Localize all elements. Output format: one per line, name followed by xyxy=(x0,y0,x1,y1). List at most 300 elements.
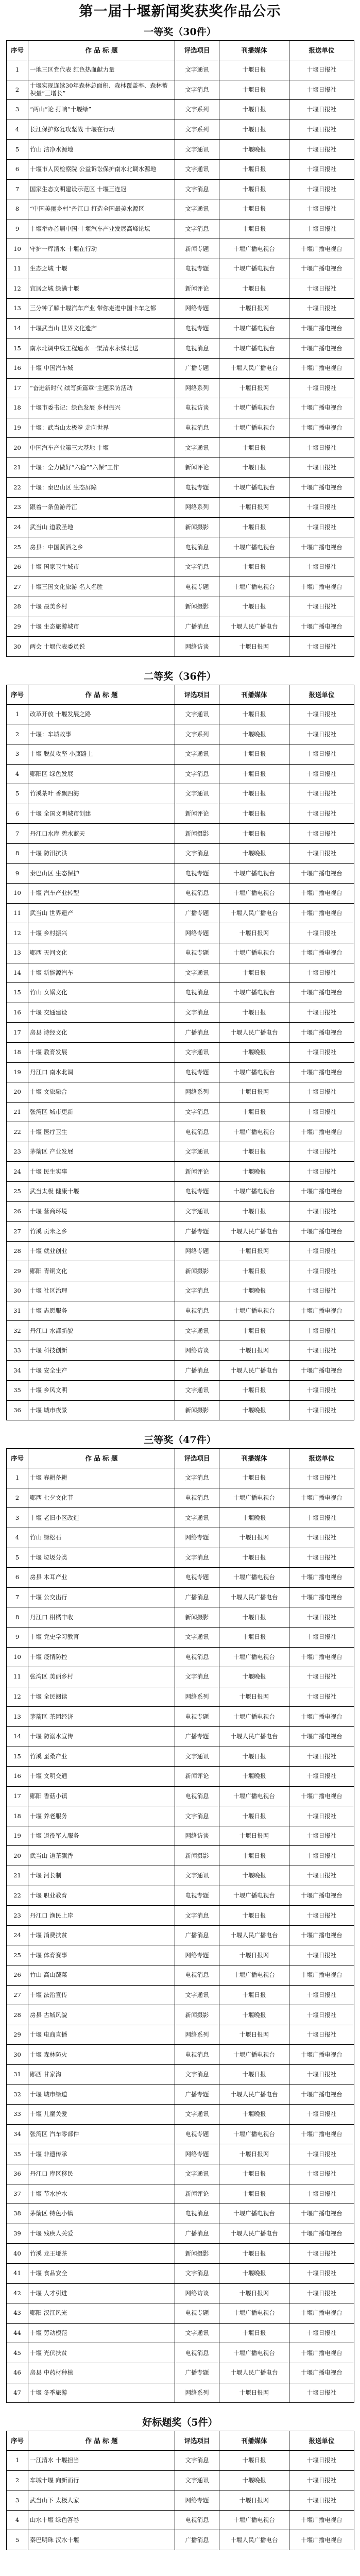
category-cell: 电视消息 xyxy=(175,1786,219,1806)
category-cell: 文字消息 xyxy=(175,557,219,577)
unit-cell: 十堰日报社 xyxy=(289,2244,354,2264)
title-cell: 一江清水 十堰担当 xyxy=(28,2451,175,2471)
unit-cell: 十堰日报社 xyxy=(289,2263,354,2283)
category-cell: 文字消息 xyxy=(175,1102,219,1122)
column-category-header: 评选项目 xyxy=(175,1449,219,1468)
number-cell: 9 xyxy=(7,219,28,239)
table-row xyxy=(7,617,354,637)
number-cell: 3 xyxy=(7,2490,28,2511)
category-cell: 广播专题 xyxy=(175,358,219,378)
category-cell: 文字通讯 xyxy=(175,2105,219,2125)
table-row xyxy=(7,279,354,299)
media-cell: 十堰日报 xyxy=(219,1985,289,2005)
table-row xyxy=(7,100,354,120)
number-cell: 12 xyxy=(7,1687,28,1707)
category-cell: 新闻摄影 xyxy=(175,824,219,844)
title-cell: 丹江口 南水北调 xyxy=(28,1062,175,1082)
number-cell: 3 xyxy=(7,744,28,765)
number-cell: 13 xyxy=(7,1707,28,1727)
title-cell: 十堰三国文化旅游 名人名胜 xyxy=(28,577,175,597)
number-cell: 19 xyxy=(7,1062,28,1082)
column-number-header: 序号 xyxy=(7,1449,28,1468)
media-cell: 十堰广播电视台 xyxy=(219,943,289,963)
unit-cell: 十堰广播电视台 xyxy=(289,1886,354,1906)
number-cell: 30 xyxy=(7,1281,28,1301)
table-row xyxy=(7,2184,354,2204)
media-cell: 十堰广播电视台 xyxy=(219,239,289,259)
unit-cell: 十堰广播电视台 xyxy=(289,1182,354,1202)
unit-cell: 十堰日报社 xyxy=(289,1042,354,1062)
category-cell: 电视消息 xyxy=(175,2045,219,2065)
category-cell: 广播消息 xyxy=(175,1023,219,1043)
number-cell: 3 xyxy=(7,100,28,120)
category-cell: 新闻摄影 xyxy=(175,1400,219,1420)
number-cell: 25 xyxy=(7,537,28,557)
table-row xyxy=(7,744,354,765)
unit-cell: 十堰日报社 xyxy=(289,1667,354,1687)
title-cell: 十堰 文明交通 xyxy=(28,1767,175,1787)
media-cell: 十堰人民广播电台 xyxy=(219,1925,289,1945)
number-cell: 5 xyxy=(7,784,28,804)
title-cell: 十堰 消费扶贫 xyxy=(28,1925,175,1945)
table-row xyxy=(7,378,354,398)
title-cell: 十堰武当山 世界文化遗产 xyxy=(28,318,175,338)
unit-cell: 十堰日报社 xyxy=(289,1201,354,1222)
category-cell: 新闻专题 xyxy=(175,239,219,259)
table-row xyxy=(7,2283,354,2303)
media-cell: 十堰日报 xyxy=(219,1201,289,1222)
category-cell: 新闻评论 xyxy=(175,457,219,478)
media-cell: 十堰日报 xyxy=(219,1468,289,1488)
unit-cell: 十堰广播电视台 xyxy=(289,863,354,884)
category-cell: 电视专题 xyxy=(175,259,219,279)
category-cell: 电视专题 xyxy=(175,577,219,597)
award-sections xyxy=(6,24,354,2550)
table-row xyxy=(7,1587,354,1607)
media-cell: 十堰广播电视台 xyxy=(219,1965,289,1986)
title-cell: 郧西 七夕文化节 xyxy=(28,1488,175,1508)
table-row xyxy=(7,2105,354,2125)
media-cell: 十堰日报 xyxy=(219,60,289,80)
unit-cell: 十堰日报社 xyxy=(289,1866,354,1886)
unit-cell: 十堰广播电视台 xyxy=(289,1301,354,1321)
number-cell: 32 xyxy=(7,2084,28,2105)
number-cell: 1 xyxy=(7,1468,28,1488)
category-cell: 电视消息 xyxy=(175,2204,219,2224)
number-cell: 2 xyxy=(7,2470,28,2490)
title-cell: 十堰 社区治理 xyxy=(28,1281,175,1301)
number-cell: 6 xyxy=(7,1568,28,1588)
unit-cell: 十堰日报社 xyxy=(289,279,354,299)
category-cell: 新闻摄影 xyxy=(175,1846,219,1866)
number-cell: 6 xyxy=(7,159,28,179)
media-cell: 十堰日报网 xyxy=(219,1945,289,1965)
number-cell: 15 xyxy=(7,1747,28,1767)
unit-cell: 十堰日报社 xyxy=(289,1806,354,1826)
title-cell: 改革开放 十堰发展之路 xyxy=(28,704,175,724)
title-cell: 山水十堰 绿色答卷 xyxy=(28,2510,175,2530)
category-cell: 网络专题 xyxy=(175,299,219,319)
media-cell: 十堰日报 xyxy=(219,2451,289,2471)
unit-cell: 十堰日报社 xyxy=(289,2144,354,2164)
title-cell: “两山”论 打响“十堰绿” xyxy=(28,100,175,120)
category-cell: 新闻评论 xyxy=(175,1767,219,1787)
title-cell: 张湾区 汽车零部件 xyxy=(28,2124,175,2144)
category-cell: 文字消息 xyxy=(175,1281,219,1301)
number-cell: 24 xyxy=(7,1925,28,1945)
media-cell: 十堰晚报 xyxy=(219,724,289,744)
category-cell: 文字通讯 xyxy=(175,1747,219,1767)
media-cell: 十堰广播电视台 xyxy=(219,2303,289,2324)
category-cell: 网络系列 xyxy=(175,1687,219,1707)
media-cell: 十堰广播电视台 xyxy=(219,418,289,438)
title-cell: 十堰 民生实事 xyxy=(28,1162,175,1182)
media-cell: 十堰广播电视台 xyxy=(219,478,289,498)
unit-cell: 十堰日报社 xyxy=(289,179,354,199)
table-row xyxy=(7,1866,354,1886)
number-cell: 9 xyxy=(7,1627,28,1647)
title-cell: 十堰 新能源汽车 xyxy=(28,963,175,983)
number-cell: 12 xyxy=(7,923,28,943)
media-cell: 十堰广播电视台 xyxy=(219,338,289,359)
title-cell: 十堰 森林防火 xyxy=(28,2045,175,2065)
media-cell: 十堰日报 xyxy=(219,1806,289,1826)
number-cell: 41 xyxy=(7,2263,28,2283)
title-cell: 十堰 法治宣传 xyxy=(28,1985,175,2005)
unit-cell: 十堰日报社 xyxy=(289,843,354,863)
number-cell: 25 xyxy=(7,1182,28,1202)
category-cell: 网络系列 xyxy=(175,498,219,518)
media-cell: 十堰日报 xyxy=(219,1102,289,1122)
number-cell: 28 xyxy=(7,597,28,617)
number-cell: 25 xyxy=(7,1945,28,1965)
unit-cell: 十堰广播电视台 xyxy=(289,1786,354,1806)
unit-cell: 十堰广播电视台 xyxy=(289,2204,354,2224)
title-cell: 丹江口 水都新貌 xyxy=(28,1321,175,1341)
number-cell: 33 xyxy=(7,1341,28,1361)
title-cell: 十堰 文旅融合 xyxy=(28,1082,175,1103)
number-cell: 13 xyxy=(7,299,28,319)
category-cell: 文字消息 xyxy=(175,1806,219,1826)
column-media-header: 刊播媒体 xyxy=(219,2431,289,2451)
table-row xyxy=(7,1082,354,1103)
number-cell: 35 xyxy=(7,2144,28,2164)
title-cell: 一地三区党代表 红色热血献力量 xyxy=(28,60,175,80)
category-cell: 文字通讯 xyxy=(175,2470,219,2490)
unit-cell: 十堰广播电视台 xyxy=(289,2084,354,2105)
number-cell: 33 xyxy=(7,2105,28,2125)
category-cell: 文字消息 xyxy=(175,80,219,100)
unit-cell: 十堰广播电视台 xyxy=(289,577,354,597)
media-cell: 十堰日报 xyxy=(219,744,289,765)
media-cell: 十堰广播电视台 xyxy=(219,2343,289,2363)
table-header-row xyxy=(7,1449,354,1468)
number-cell: 20 xyxy=(7,438,28,458)
category-cell: 文字消息 xyxy=(175,179,219,199)
table-row xyxy=(7,60,354,80)
title-cell: 竹山 高山蔬菜 xyxy=(28,1965,175,1986)
number-cell: 12 xyxy=(7,279,28,299)
table-row xyxy=(7,1261,354,1281)
category-cell: 网络系列 xyxy=(175,378,219,398)
title-cell: 武当山 世界遗产 xyxy=(28,903,175,923)
column-category-header: 评选项目 xyxy=(175,41,219,60)
category-cell: 广播消息 xyxy=(175,617,219,637)
number-cell: 28 xyxy=(7,1241,28,1261)
table-row xyxy=(7,2263,354,2283)
title-cell: 十堰 安全生产 xyxy=(28,1361,175,1381)
section-title: 一等奖（30件） xyxy=(144,26,216,38)
number-cell: 43 xyxy=(7,2303,28,2324)
title-cell: 茅箭区 产业发展 xyxy=(28,1142,175,1162)
title-cell: 十堰 养老服务 xyxy=(28,1806,175,1826)
category-cell: 新闻摄影 xyxy=(175,597,219,617)
category-cell: 文字通讯 xyxy=(175,1321,219,1341)
title-cell: 南水北调中线工程通水 一渠清水永续北送 xyxy=(28,338,175,359)
title-cell: 十堰 国家卫生城市 xyxy=(28,557,175,577)
category-cell: 文字消息 xyxy=(175,1906,219,1926)
title-cell: 宜居之城 绿满十堰 xyxy=(28,279,175,299)
table-row xyxy=(7,338,354,359)
category-cell: 电视消息 xyxy=(175,1965,219,1986)
media-cell: 十堰人民广播电台 xyxy=(219,1023,289,1043)
unit-cell: 十堰日报社 xyxy=(289,2451,354,2471)
title-cell: 十堰 最美乡村 xyxy=(28,597,175,617)
number-cell: 45 xyxy=(7,2343,28,2363)
number-cell: 6 xyxy=(7,804,28,824)
table-row xyxy=(7,478,354,498)
category-cell: 新闻摄影 xyxy=(175,2244,219,2264)
title-cell: 秦巴山区 生态保护 xyxy=(28,863,175,884)
number-cell: 26 xyxy=(7,1965,28,1986)
number-cell: 26 xyxy=(7,557,28,577)
media-cell: 十堰晚报 xyxy=(219,1667,289,1687)
media-cell: 十堰人民广播电台 xyxy=(219,358,289,378)
column-unit-header: 报送单位 xyxy=(289,685,354,704)
table-header-row xyxy=(7,41,354,60)
media-cell: 十堰日报 xyxy=(219,1906,289,1926)
number-cell: 4 xyxy=(7,764,28,784)
unit-cell: 十堰日报社 xyxy=(289,159,354,179)
title-cell: 房县 古城风貌 xyxy=(28,2005,175,2025)
title-cell: 房县 木耳产业 xyxy=(28,1568,175,1588)
unit-cell: 十堰广播电视台 xyxy=(289,2363,354,2383)
category-cell: 网络专题 xyxy=(175,1528,219,1548)
category-cell: 文字系列 xyxy=(175,120,219,140)
media-cell: 十堰日报 xyxy=(219,1747,289,1767)
number-cell: 18 xyxy=(7,1806,28,1826)
title-cell: 十堰 冬季旅游 xyxy=(28,2383,175,2403)
table-row xyxy=(7,1508,354,1528)
table-row xyxy=(7,637,354,657)
table-row xyxy=(7,724,354,744)
table-row xyxy=(7,2383,354,2403)
unit-cell: 十堰日报社 xyxy=(289,704,354,724)
category-cell: 新闻评论 xyxy=(175,804,219,824)
unit-cell: 十堰广播电视台 xyxy=(289,1707,354,1727)
category-cell: 广播消息 xyxy=(175,2530,219,2550)
number-cell: 39 xyxy=(7,2224,28,2244)
table-row xyxy=(7,2510,354,2530)
title-cell: 十堰 疫情防控 xyxy=(28,1647,175,1667)
title-cell: 郧阳 汉江风光 xyxy=(28,2303,175,2324)
category-cell: 文字通讯 xyxy=(175,704,219,724)
unit-cell: 十堰广播电视台 xyxy=(289,903,354,923)
number-cell: 4 xyxy=(7,2510,28,2530)
title-cell: 两会 十堰代表委员说 xyxy=(28,637,175,657)
number-cell: 8 xyxy=(7,199,28,219)
title-cell: 十堰 春耕备耕 xyxy=(28,1468,175,1488)
title-cell: 丹江口 柑橘丰收 xyxy=(28,1607,175,1628)
number-cell: 17 xyxy=(7,1023,28,1043)
number-cell: 1 xyxy=(7,704,28,724)
table-row xyxy=(7,2451,354,2471)
category-cell: 新闻摄影 xyxy=(175,2005,219,2025)
category-cell: 广播专题 xyxy=(175,1222,219,1242)
number-cell: 26 xyxy=(7,1201,28,1222)
unit-cell: 十堰日报社 xyxy=(289,784,354,804)
category-cell: 电视消息 xyxy=(175,884,219,904)
number-cell: 34 xyxy=(7,2124,28,2144)
media-cell: 十堰日报网 xyxy=(219,1826,289,1846)
title-cell: 十堰：车城故事 xyxy=(28,724,175,744)
table-row xyxy=(7,1042,354,1062)
title-cell: 十堰 交通建设 xyxy=(28,1003,175,1023)
unit-cell: 十堰广播电视台 xyxy=(289,1965,354,1986)
media-cell: 十堰广播电视台 xyxy=(219,1301,289,1321)
table-row xyxy=(7,140,354,160)
number-cell: 19 xyxy=(7,1826,28,1846)
unit-cell: 十堰广播电视台 xyxy=(289,1488,354,1508)
title-cell: “中国美丽乡村”丹江口 打造全国最美水源区 xyxy=(28,199,175,219)
table-row xyxy=(7,239,354,259)
media-cell: 十堰日报 xyxy=(219,804,289,824)
category-cell: 电视消息 xyxy=(175,1647,219,1667)
unit-cell: 十堰日报社 xyxy=(289,1321,354,1341)
table-row xyxy=(7,1023,354,1043)
unit-cell: 十堰日报社 xyxy=(289,1826,354,1846)
media-cell: 十堰日报网 xyxy=(219,2490,289,2511)
table-row xyxy=(7,2343,354,2363)
unit-cell: 十堰日报社 xyxy=(289,1747,354,1767)
table-row xyxy=(7,120,354,140)
column-unit-header: 报送单位 xyxy=(289,2431,354,2451)
unit-cell: 十堰日报社 xyxy=(289,1261,354,1281)
table-row xyxy=(7,179,354,199)
title-cell: 守护一库清水 十堰在行动 xyxy=(28,239,175,259)
unit-cell: 十堰广播电视台 xyxy=(289,2343,354,2363)
unit-cell: 十堰日报社 xyxy=(289,378,354,398)
title-cell: 茅箭区 特色小镇 xyxy=(28,2204,175,2224)
media-cell: 十堰晚报 xyxy=(219,140,289,160)
unit-cell: 十堰日报社 xyxy=(289,2383,354,2403)
unit-cell: 十堰日报社 xyxy=(289,1508,354,1528)
title-cell: 郧阳 香菇小镇 xyxy=(28,1786,175,1806)
media-cell: 十堰日报 xyxy=(219,1261,289,1281)
unit-cell: 十堰日报社 xyxy=(289,824,354,844)
table-row xyxy=(7,577,354,597)
table-row xyxy=(7,963,354,983)
category-cell: 网络专题 xyxy=(175,2144,219,2164)
category-cell: 文字消息 xyxy=(175,2065,219,2085)
media-cell: 十堰日报网 xyxy=(219,2025,289,2045)
media-cell: 十堰日报 xyxy=(219,219,289,239)
category-cell: 电视专题 xyxy=(175,943,219,963)
unit-cell: 十堰广播电视台 xyxy=(289,318,354,338)
award-table xyxy=(6,1448,354,2403)
category-cell: 电视专题 xyxy=(175,1886,219,1906)
table-row xyxy=(7,1687,354,1707)
category-cell: 电视消息 xyxy=(175,1488,219,1508)
number-cell: 35 xyxy=(7,1381,28,1401)
media-cell: 十堰日报网 xyxy=(219,1082,289,1103)
title-cell: 竹溪 贡米之乡 xyxy=(28,1222,175,1242)
unit-cell: 十堰广播电视台 xyxy=(289,2224,354,2244)
title-cell: 房县：中国黄酒之乡 xyxy=(28,537,175,557)
title-cell: 十堰 节水护水 xyxy=(28,2184,175,2204)
table-row xyxy=(7,418,354,438)
title-cell: 中国汽车产业第三大基地 十堰 xyxy=(28,438,175,458)
media-cell: 十堰日报网 xyxy=(219,378,289,398)
media-cell: 十堰日报网 xyxy=(219,2283,289,2303)
unit-cell: 十堰日报社 xyxy=(289,1945,354,1965)
category-cell: 广播消息 xyxy=(175,1587,219,1607)
number-cell: 10 xyxy=(7,239,28,259)
number-cell: 42 xyxy=(7,2283,28,2303)
title-cell: 十堰 职业教育 xyxy=(28,1886,175,1906)
media-cell: 十堰日报 xyxy=(219,784,289,804)
table-header-row xyxy=(7,2431,354,2451)
table-row xyxy=(7,1361,354,1381)
category-cell: 文字消息 xyxy=(175,219,219,239)
title-cell: 竹溪 蚕桑产业 xyxy=(28,1747,175,1767)
unit-cell: 十堰广播电视台 xyxy=(289,1062,354,1082)
title-cell: 武当山 道教圣地 xyxy=(28,517,175,537)
title-cell: 车城十堰 向新而行 xyxy=(28,2470,175,2490)
number-cell: 18 xyxy=(7,1042,28,1062)
media-cell: 十堰广播电视台 xyxy=(219,1062,289,1082)
category-cell: 文字通讯 xyxy=(175,1508,219,1528)
unit-cell: 十堰广播电视台 xyxy=(289,2530,354,2550)
media-cell: 十堰晚报 xyxy=(219,2105,289,2125)
number-cell: 34 xyxy=(7,1361,28,1381)
table-row xyxy=(7,1707,354,1727)
media-cell: 十堰日报 xyxy=(219,438,289,458)
table-row xyxy=(7,517,354,537)
media-cell: 十堰日报 xyxy=(219,1003,289,1023)
unit-cell: 十堰广播电视台 xyxy=(289,2124,354,2144)
unit-cell: 十堰日报社 xyxy=(289,2323,354,2343)
media-cell: 十堰广播电视台 xyxy=(219,1707,289,1727)
column-title-header: 作 品 标 题 xyxy=(28,41,175,60)
number-cell: 31 xyxy=(7,2065,28,2085)
title-cell: 十堰 电商直播 xyxy=(28,2025,175,2045)
unit-cell: 十堰广播电视台 xyxy=(289,1023,354,1043)
unit-cell: 十堰日报社 xyxy=(289,60,354,80)
number-cell: 46 xyxy=(7,2363,28,2383)
media-cell: 十堰日报 xyxy=(219,2065,289,2085)
category-cell: 广播专题 xyxy=(175,903,219,923)
media-cell: 十堰日报网 xyxy=(219,1528,289,1548)
media-cell: 十堰广播电视台 xyxy=(219,1122,289,1142)
number-cell: 17 xyxy=(7,378,28,398)
table-row xyxy=(7,1906,354,1926)
unit-cell: 十堰日报社 xyxy=(289,1082,354,1103)
number-cell: 21 xyxy=(7,1102,28,1122)
number-cell: 16 xyxy=(7,1767,28,1787)
number-cell: 15 xyxy=(7,983,28,1003)
title-cell: 丹江口 库区移民 xyxy=(28,2164,175,2184)
